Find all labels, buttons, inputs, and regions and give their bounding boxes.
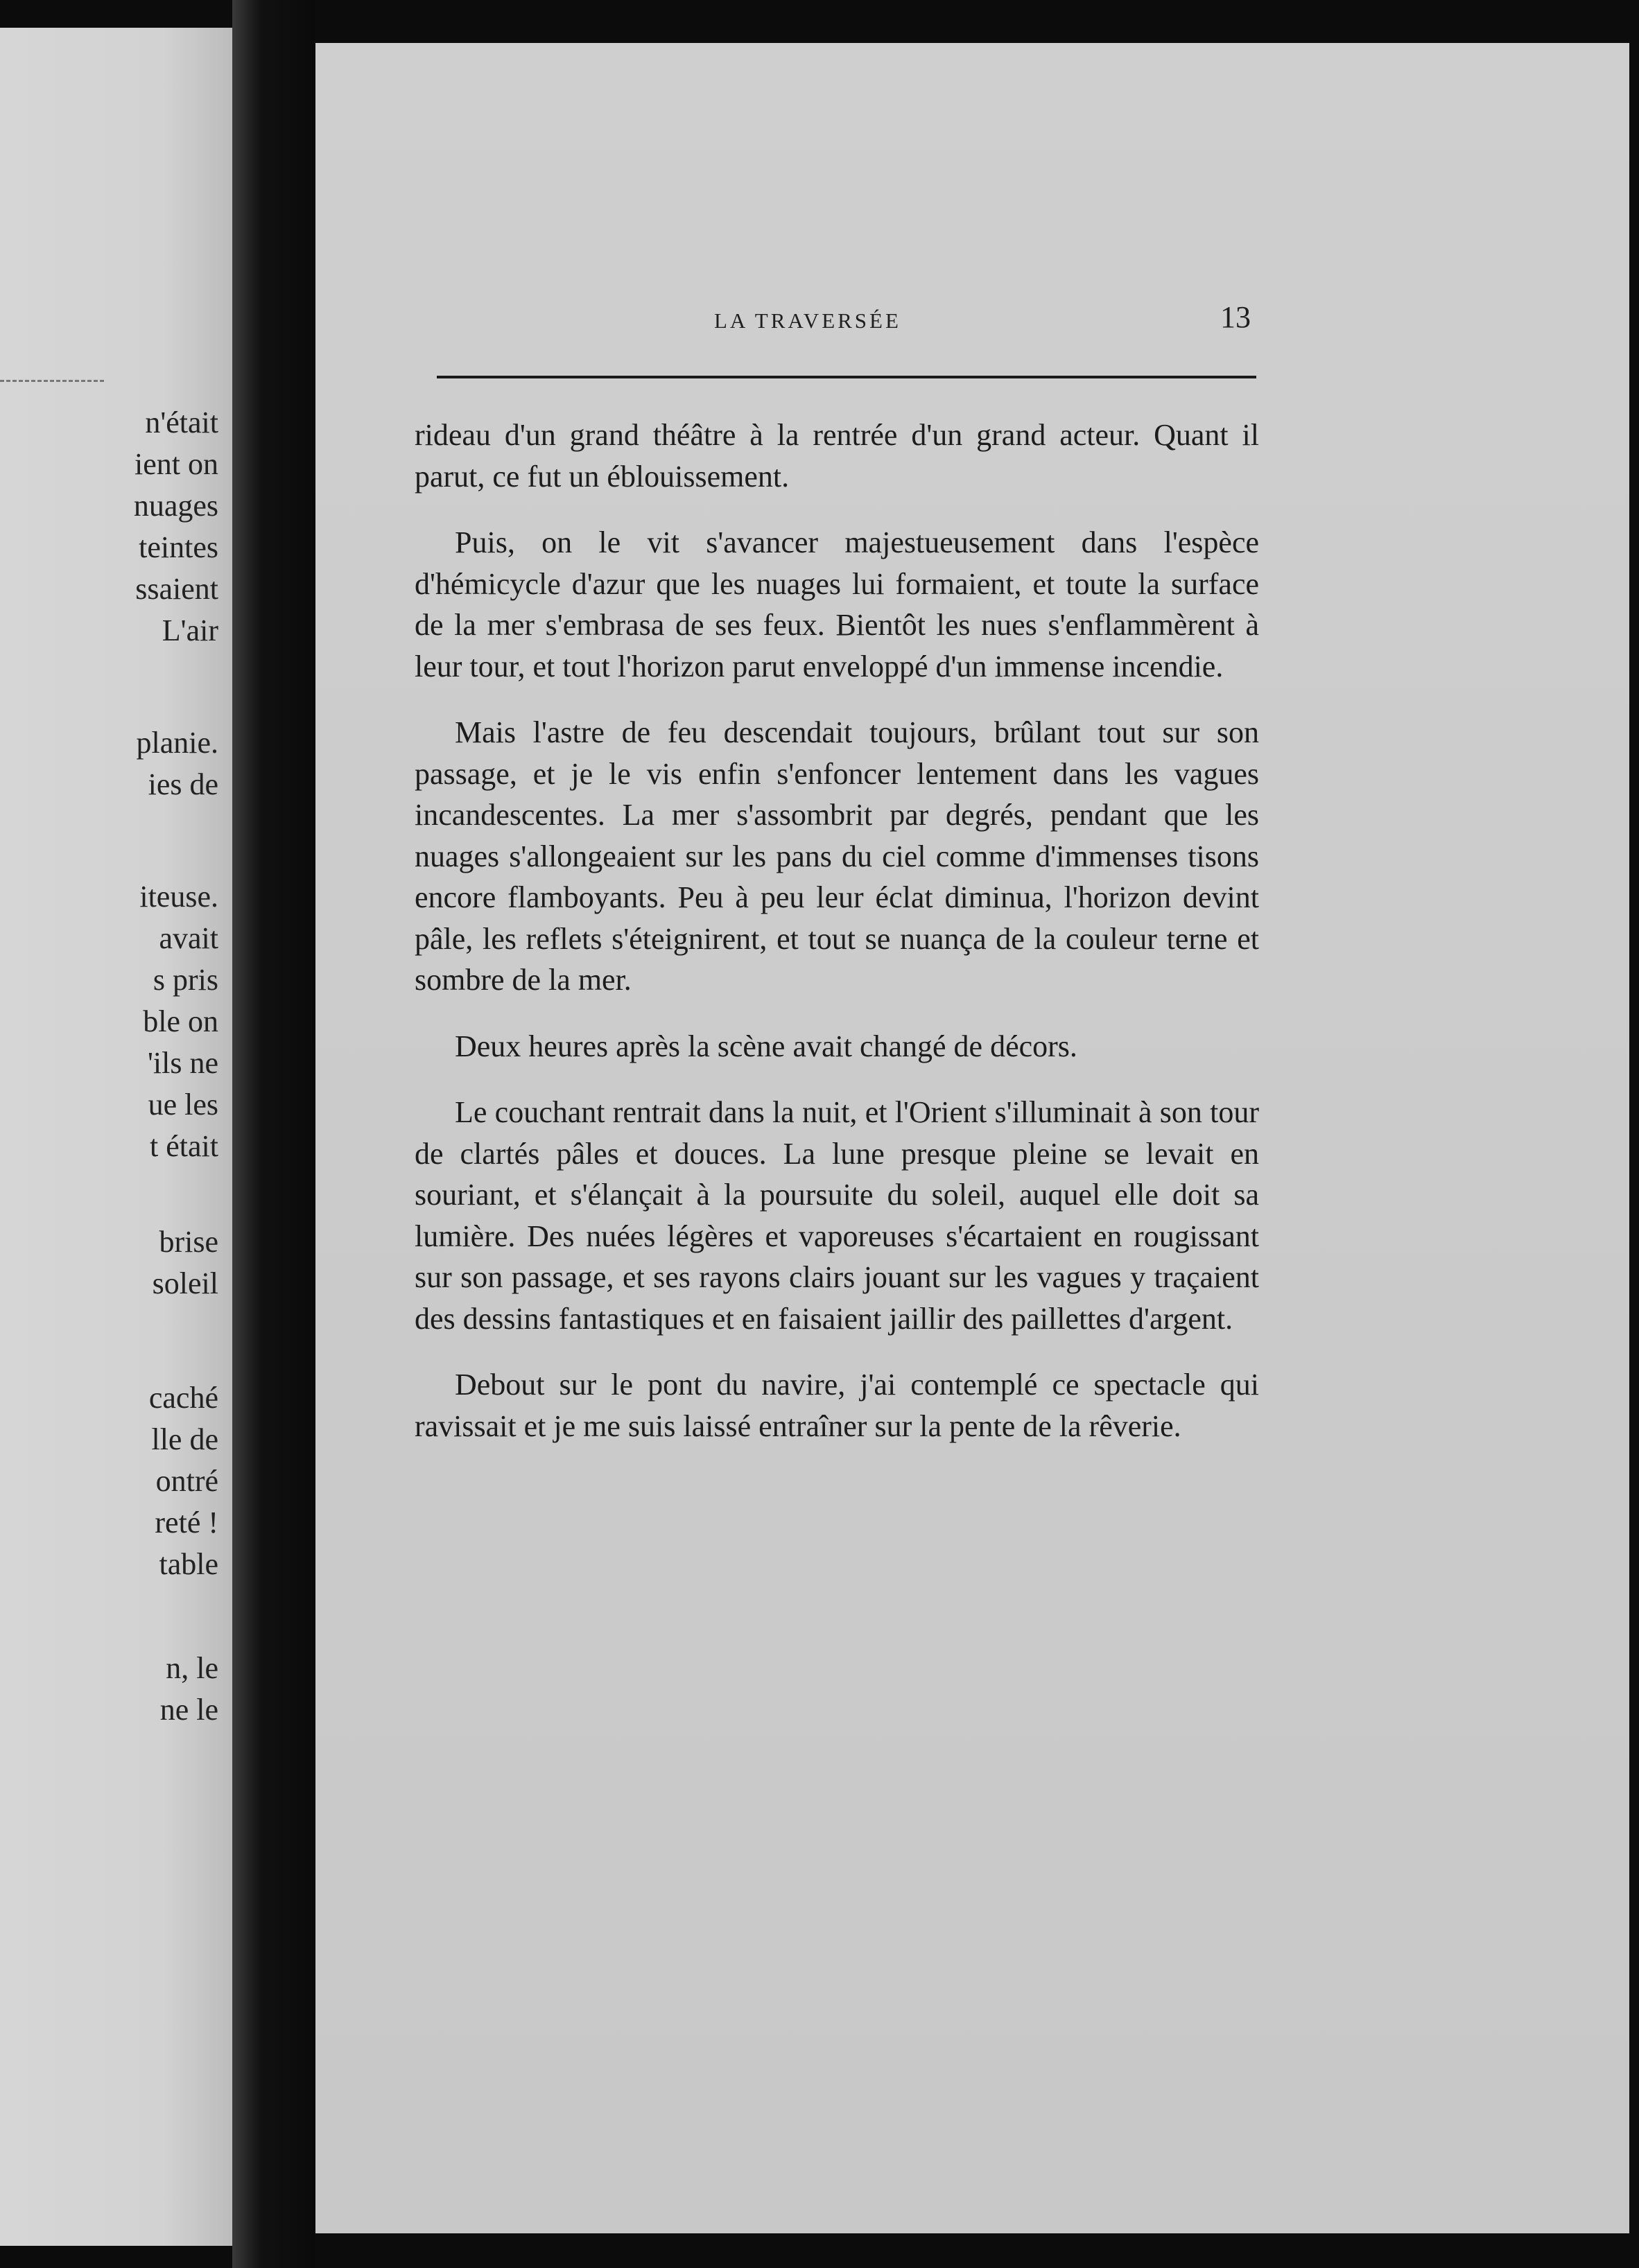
previous-page-line: iteuse. [139, 880, 218, 914]
paragraph: rideau d'un grand théâtre à la rentrée d'un grand acteur. Quant il parut, ce fut un éblouissement. [415, 418, 1259, 494]
paragraph: Deux heures après la scène avait changé de décors. [455, 1029, 1077, 1063]
page-number: 13 [1220, 300, 1251, 334]
previous-page-line: nuages [133, 489, 218, 523]
previous-page-line: planie. [136, 726, 218, 760]
running-title: LA TRAVERSÉE [714, 308, 901, 333]
previous-page-line: n'était [145, 405, 218, 439]
previous-page-line: ne le [159, 1693, 218, 1727]
previous-page-line: ient on [135, 447, 218, 481]
previous-page-line: ies de [148, 767, 218, 801]
previous-page-line: table [159, 1547, 218, 1581]
previous-page-line: ontré [155, 1464, 218, 1498]
previous-page-fragment [0, 28, 232, 2246]
previous-page-line: brise [159, 1225, 218, 1259]
paragraph: Debout sur le pont du navire, j'ai contemplé ce spectacle qui ravissait et je me suis laissé entraîner sur la pente de la rêverie. [415, 1368, 1259, 1443]
page-body [415, 415, 1259, 1472]
paragraph: Le couchant rentrait dans la nuit, et l'Orient s'illuminait à son tour de clartés pâles et douces. La lune presque pleine se levait en souriant, et s'élançait à la poursuite du soleil, auquel elle doit sa lumière. Des nuées légères et vaporeuses s'écartaient en rougissant sur son passage, et ses rayons clairs jouant sur les vagues y traçaient des dessins fantastiques et en faisaient jaillir des paillettes d'argent. [415, 1095, 1259, 1336]
previous-page-line: avait [159, 921, 218, 955]
previous-page-line: s pris [153, 963, 218, 997]
book-gutter [232, 0, 315, 2268]
previous-page-line: n, le [166, 1651, 218, 1685]
previous-page-line: ue les [148, 1088, 218, 1122]
paragraph: Mais l'astre de feu descendait toujours, brûlant tout sur son passage, et je le vis enfin s'enfoncer lentement dans les vagues incandescentes. La mer s'assombrit par degrés, pendant que les nuages s'allongeaient sur les pans du ciel comme d'immenses tisons encore flamboyants. Peu à peu leur éclat diminua, l'horizon devint pâle, les reflets s'éteignirent, et tout se nuança de la couleur terne et sombre de la mer. [415, 715, 1259, 997]
previous-page-line: ssaient [135, 572, 218, 606]
previous-page-line: t était [150, 1129, 218, 1163]
previous-page-line: teintes [139, 530, 218, 564]
previous-page-line: ble on [143, 1004, 218, 1038]
previous-page-line: reté ! [155, 1506, 218, 1539]
previous-page-line: caché [148, 1381, 218, 1415]
previous-page-line: 'ils ne [147, 1046, 218, 1080]
paragraph: Puis, on le vit s'avancer majestueusement dans l'espèce d'hémicycle d'azur que les nuages lui formaient, et toute la surface de la mer s'embrasa de ses feux. Bientôt les nues s'enflammèrent à leur tour, et tout l'horizon parut enveloppé d'un immense incendie. [415, 525, 1259, 683]
previous-page-rule [0, 380, 104, 382]
header-rule [437, 376, 1256, 378]
previous-page-line: soleil [152, 1266, 218, 1300]
previous-page-line: lle de [151, 1422, 218, 1456]
previous-page-line: L'air [162, 613, 218, 647]
